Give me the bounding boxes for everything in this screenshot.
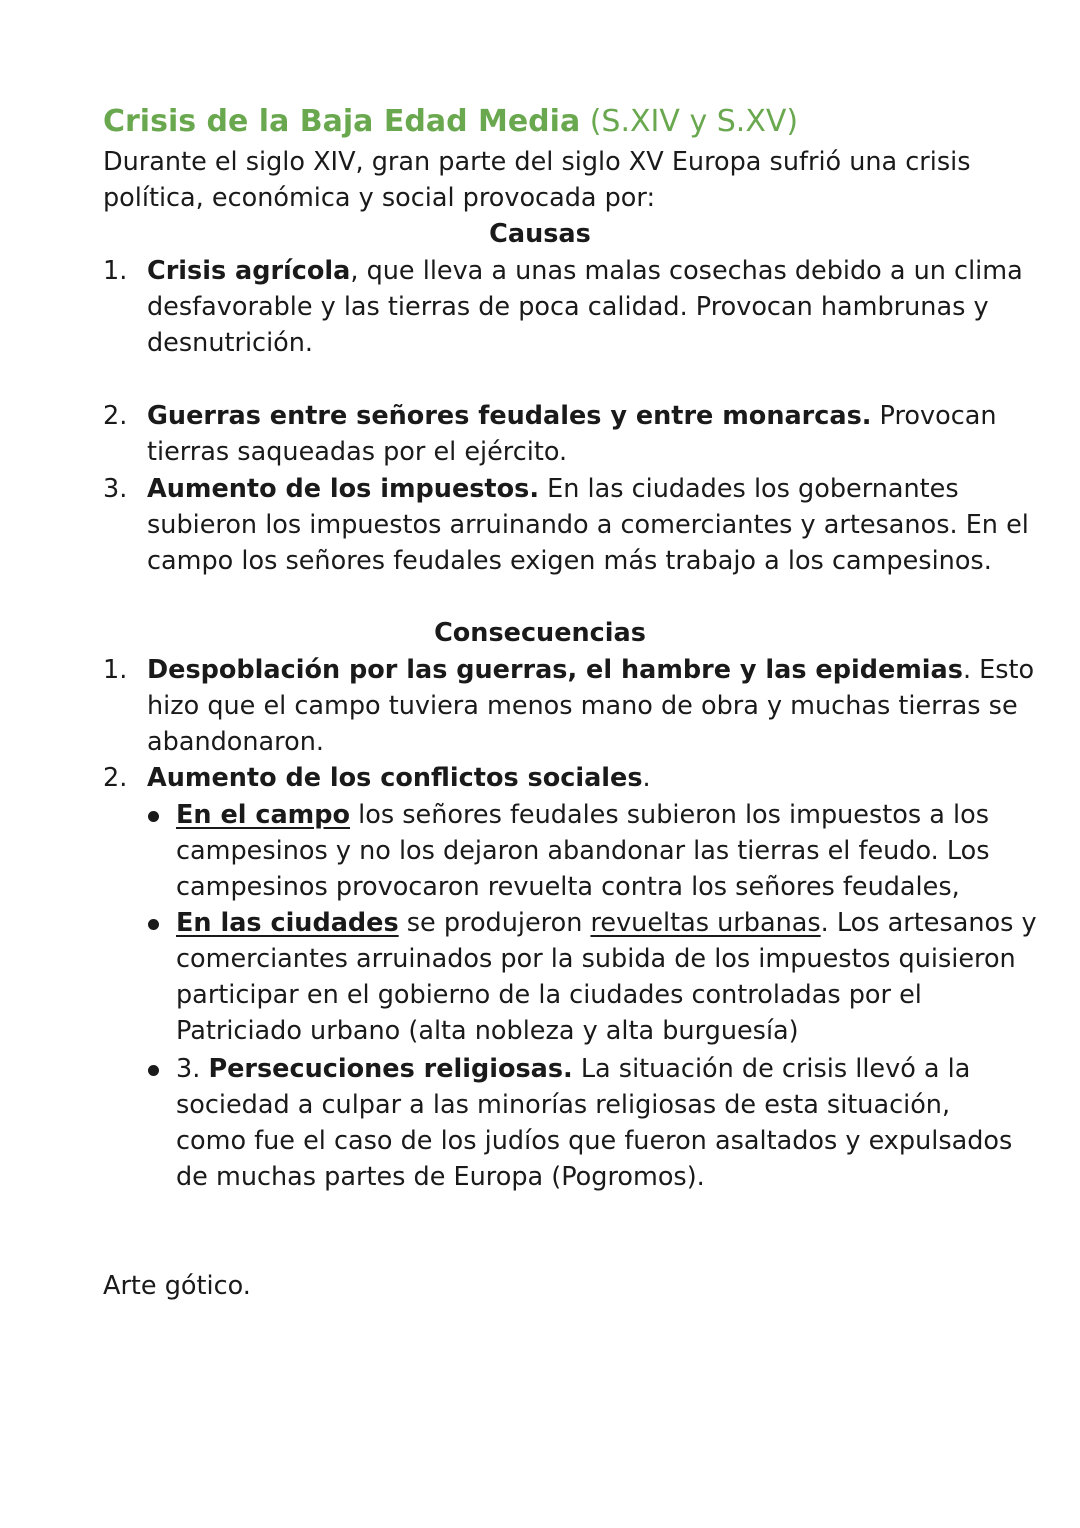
causa-3-line-3: campo los señores feudales exigen más trabajo a los campesinos. <box>147 546 992 576</box>
bullet-campo-rest: los señores feudales subieron los impuestos a los <box>350 800 989 830</box>
bullet-campo-heading: En el campo <box>176 800 351 830</box>
bullet-persecuciones-line-2: sociedad a culpar a las minorías religiosas de esta situación, <box>176 1090 951 1120</box>
bullet-persecuciones-rest: La situación de crisis llevó a la <box>572 1054 971 1084</box>
consecuencia-1-rest: . Esto <box>962 655 1035 685</box>
consecuencia-1-line-3: abandonaron. <box>147 727 324 757</box>
causa-2-bold: Guerras entre señores feudales y entre monarcas. <box>147 401 872 431</box>
bullet-campo-line-3: campesinos provocaron revuelta contra los señores feudales, <box>176 872 960 902</box>
consecuencia-2-rest: . <box>642 763 651 793</box>
bullet-ciudades-rest: . Los artesanos y <box>820 908 1037 938</box>
bullet-dot <box>148 811 159 822</box>
causa-1-line-3: desnutrición. <box>147 328 314 358</box>
bullet-dot <box>148 919 159 930</box>
consecuencia-2-number: 2. <box>103 763 128 793</box>
causa-2-line-1 <box>147 398 997 434</box>
causa-3-bold: Aumento de los impuestos. <box>147 474 540 504</box>
consecuencias-heading: Consecuencias <box>434 618 646 648</box>
bullet-ciudades-line-3: participar en el gobierno de la ciudades controladas por el <box>176 980 922 1010</box>
revueltas-urbanas-term: revueltas urbanas <box>590 908 821 938</box>
intro-line-2: política, económica y social provocada por: <box>103 183 656 213</box>
bullet-ciudades-mid: se produjeron <box>398 908 591 938</box>
consecuencia-1-line-1 <box>147 652 1034 688</box>
bullet-ciudades-line-4: Patriciado urbano (alta nobleza y alta burguesía) <box>176 1016 799 1046</box>
causa-3-line-2: subieron los impuestos arruinando a comerciantes y artesanos. En el <box>147 510 1029 540</box>
consecuencia-1-line-2: hizo que el campo tuviera menos mano de obra y muchas tierras se <box>147 691 1018 721</box>
causa-2-rest: Provocan <box>871 401 997 431</box>
causa-2-number: 2. <box>103 401 128 431</box>
bullet-ciudades-line-1 <box>176 905 1037 941</box>
bullet-ciudades-heading: En las ciudades <box>176 908 399 938</box>
causa-1-line-2: desfavorable y las tierras de poca calidad. Provocan hambrunas y <box>147 292 989 322</box>
causa-1-bold: Crisis agrícola <box>147 256 351 286</box>
causa-1-line-1 <box>147 253 1023 289</box>
page-title <box>103 102 798 142</box>
bullet-persecuciones-line-1 <box>176 1051 970 1087</box>
bullet-ciudades-line-2: comerciantes arruinados por la subida de los impuestos quisieron <box>176 944 1016 974</box>
causa-2-line-2: tierras saqueadas por el ejército. <box>147 437 568 467</box>
causa-3-rest: En las ciudades los gobernantes <box>539 474 959 504</box>
causa-1-rest: , que lleva a unas malas cosechas debido a un clima <box>350 256 1023 286</box>
causa-3-number: 3. <box>103 474 128 504</box>
intro-line-1: Durante el siglo XIV, gran parte del siglo XV Europa sufrió una crisis <box>103 147 971 177</box>
bullet-persecuciones-bold: Persecuciones religiosas. <box>208 1054 573 1084</box>
bullet-persecuciones-line-3: como fue el caso de los judíos que fueron asaltados y expulsados <box>176 1126 1013 1156</box>
causas-heading: Causas <box>489 219 591 249</box>
bullet-dot <box>148 1065 159 1076</box>
title-suffix: (S.XIV y S.XV) <box>580 104 799 139</box>
consecuencia-1-bold: Despoblación por las guerras, el hambre y las epidemias <box>147 655 963 685</box>
bullet-persecuciones-line-4: de muchas partes de Europa (Pogromos). <box>176 1162 705 1192</box>
bullet-persecuciones-prefix: 3. <box>176 1054 209 1084</box>
footer-text: Arte gótico. <box>103 1271 251 1301</box>
consecuencia-1-number: 1. <box>103 655 128 685</box>
consecuencia-2-line-1 <box>147 760 651 796</box>
title-bold: Crisis de la Baja Edad Media <box>103 104 581 139</box>
causa-3-line-1 <box>147 471 959 507</box>
causa-1-number: 1. <box>103 256 128 286</box>
bullet-campo-line-1 <box>176 797 989 833</box>
consecuencia-2-bold: Aumento de los conflictos sociales <box>147 763 643 793</box>
bullet-campo-line-2: campesinos y no los dejaron abandonar las tierras el feudo. Los <box>176 836 990 866</box>
